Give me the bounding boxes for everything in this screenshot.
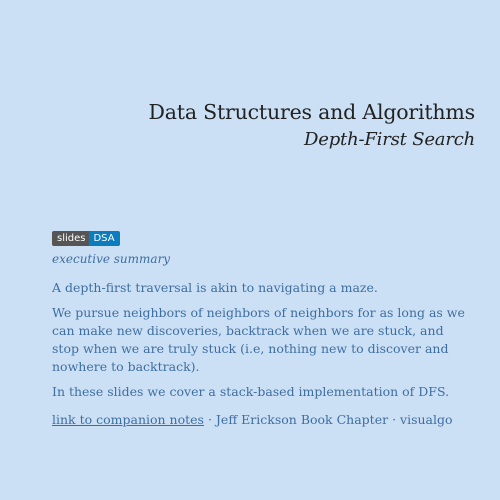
executive-summary-label: executive summary — [52, 252, 171, 266]
slide-title: Data Structures and Algorithms — [148, 100, 475, 124]
slides-badge[interactable] — [52, 231, 120, 246]
summary-paragraph-2: We pursue neighbors of neighbors of neighbors for as long as we can make new discoveries, backtrack when we are stuck, and stop when we are truly stuck (i.e, nothing new to discover and nowhere to backtrack). — [52, 305, 465, 374]
visualgo-link[interactable]: visualgo — [400, 412, 453, 427]
companion-notes-link[interactable]: link to companion notes — [52, 412, 204, 427]
erickson-chapter-link[interactable]: Jeff Erickson Book Chapter — [215, 412, 389, 427]
badge-label-slides: slides — [52, 231, 89, 246]
slide-subtitle: Depth-First Search — [304, 129, 475, 150]
badge-label-dsa: DSA — [89, 231, 119, 246]
summary-paragraph-3: In these slides we cover a stack-based implementation of DFS. — [52, 384, 450, 399]
summary-section — [52, 229, 472, 429]
link-separator: · — [207, 412, 212, 427]
title-block — [149, 98, 475, 153]
summary-paragraph-1: A depth-first traversal is akin to navigating a maze. — [52, 280, 378, 295]
reference-links — [52, 411, 472, 429]
link-separator: · — [392, 412, 397, 427]
